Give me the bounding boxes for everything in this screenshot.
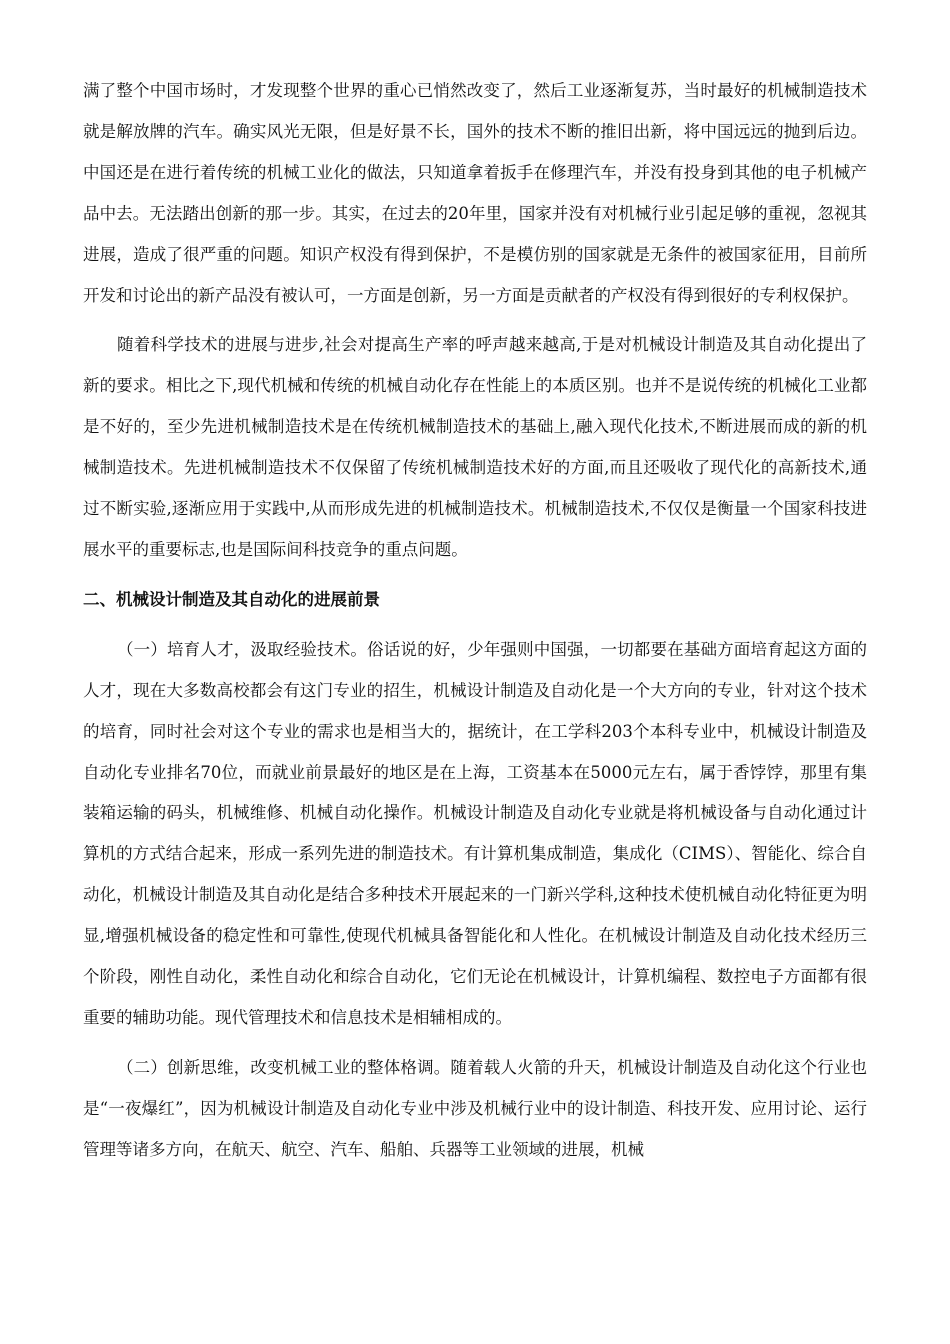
- body-paragraph-2: 随着科学技术的进展与进步,社会对提高生产率的呼声越来越高,于是对机械设计制造及其自动化提出了新的要求。相比之下,现代机械和传统的机械自动化存在性能上的本质区别。也并不是说传统的机械化工业都是不好的，至少先进机械制造技术是在传统机械制造技术的基础上,融入现代化技术,不断进展而成的新的机械制造技术。先进机械制造技术不仅保留了传统机械制造技术好的方面,而且还吸收了现代化的高新技术,通过不断实验,逐渐应用于实践中,从而形成先进的机械制造技术。机械制造技术,不仅仅是衡量一个国家科技进展水平的重要标志,也是国际间科技竞争的重点问题。: [83, 335, 867, 559]
- body-paragraph-1: 满了整个中国市场时，才发现整个世界的重心已悄然改变了，然后工业逐渐复苏，当时最好的机械制造技术就是解放牌的汽车。确实风光无限，但是好景不长，国外的技术不断的推旧出新，将中国远远的抛到后边。中国还是在进行着传统的机械工业化的做法，只知道拿着扳手在修理汽车，并没有投身到其他的电子机械产品中去。无法踏出创新的那一步。其实，在过去的20年里，国家并没有对机械行业引起足够的重视，忽视其进展，造成了很严重的问题。知识产权没有得到保护，不是模仿别的国家就是无条件的被国家征用，目前所开发和讨论出的新产品没有被认可，一方面是创新，另一方面是贡献者的产权没有得到很好的专利权保护。: [83, 81, 867, 305]
- section-heading: 二、机械设计制造及其自动化的进展前景: [83, 589, 380, 609]
- subsection-paragraph-2: （二）创新思维，改变机械工业的整体格调。随着载人火箭的升天，机械设计制造及自动化这个行业也是“一夜爆红”，因为机械设计制造及自动化专业中涉及机械行业中的设计制造、科技开发、应用讨论、运行管理等诸多方向，在航天、航空、汽车、船舶、兵器等工业领域的进展，机械: [83, 1057, 867, 1159]
- subsection-paragraph-1: （一）培育人才，汲取经验技术。俗话说的好，少年强则中国强，一切都要在基础方面培育起这方面的人才，现在大多数高校都会有这门专业的招生，机械设计制造及自动化是一个大方向的专业，针对这个技术的培育，同时社会对这个专业的需求也是相当大的，据统计，在工学科203个本科专业中，机械设计制造及自动化专业排名70位，而就业前景最好的地区是在上海，工资基本在5000元左右，属于香饽饽，那里有集装箱运输的码头，机械维修、机械自动化操作。机械设计制造及自动化专业就是将机械设备与自动化通过计算机的方式结合起来，形成一系列先进的制造技术。有计算机集成制造，集成化（CIMS）、智能化、综合自动化，机械设计制造及其自动化是结合多种技术开展起来的一门新兴学科,这种技术使机械自动化特征更为明显,增强机械设备的稳定性和可靠性,使现代机械具备智能化和人性化。在机械设计制造及自动化技术经历三个阶段，刚性自动化，柔性自动化和综合自动化，它们无论在机械设计，计算机编程、数控电子方面都有很重要的辅助功能。现代管理技术和信息技术是相辅相成的。: [83, 639, 867, 1027]
- document-page: [83, 71, 867, 1180]
